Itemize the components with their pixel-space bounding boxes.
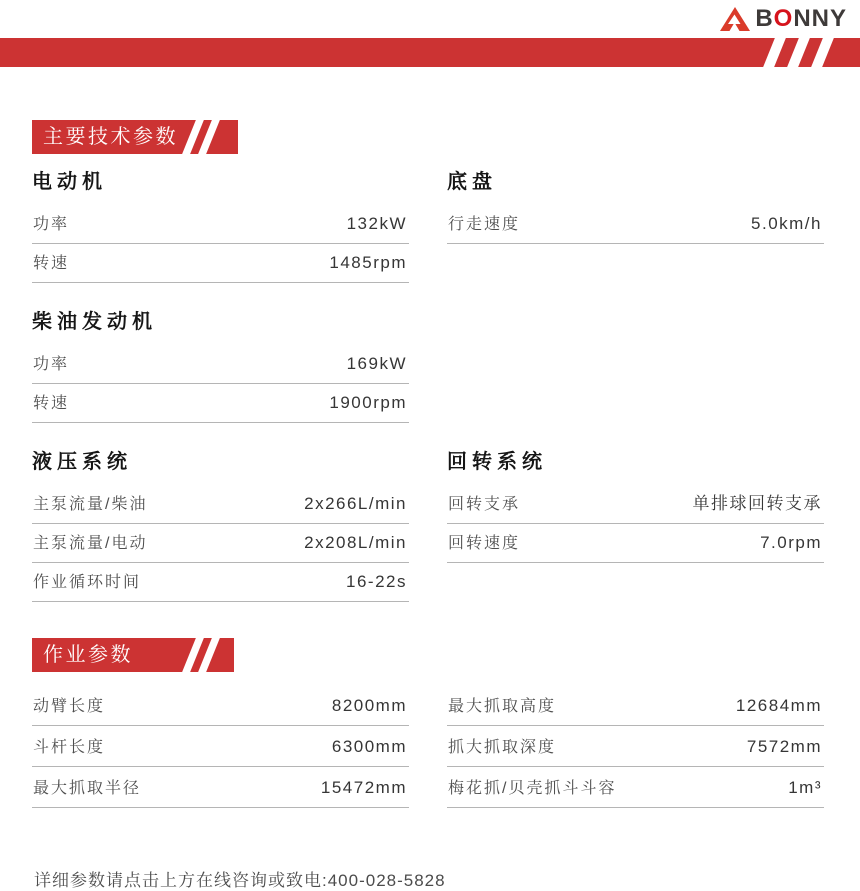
spec-row bbox=[32, 524, 409, 563]
banner-diagonal-stripe bbox=[762, 34, 788, 71]
spec-value: 169kW bbox=[346, 354, 407, 373]
top-banner bbox=[0, 38, 860, 67]
spec-row bbox=[32, 485, 409, 524]
spec-band-diesel bbox=[32, 283, 825, 423]
spec-value: 16-22s bbox=[346, 572, 407, 591]
section-title: 作业参数 bbox=[43, 644, 133, 666]
spec-group-work-right bbox=[447, 685, 824, 808]
spec-row bbox=[32, 384, 409, 423]
spec-group-work-left bbox=[32, 685, 409, 808]
spec-row bbox=[447, 524, 824, 563]
spec-group-slewing bbox=[447, 423, 824, 602]
spec-group-hydraulic bbox=[32, 423, 409, 602]
spec-row bbox=[32, 205, 409, 244]
banner-diagonal-stripe bbox=[786, 34, 812, 71]
group-title: 液压系统 bbox=[32, 451, 132, 473]
spec-value: 1485rpm bbox=[329, 253, 407, 272]
section-title: 主要技术参数 bbox=[43, 126, 178, 148]
brand-name bbox=[755, 6, 847, 32]
spec-label: 最大抓取半径 bbox=[33, 780, 142, 797]
spec-value: 1900rpm bbox=[329, 393, 407, 412]
section-header-main-specs bbox=[32, 120, 238, 154]
spec-value: 单排球回转支承 bbox=[692, 494, 822, 513]
group-title: 电动机 bbox=[32, 171, 107, 193]
group-title: 柴油发动机 bbox=[32, 311, 157, 333]
spec-value: 7572mm bbox=[746, 737, 822, 756]
spec-group-empty bbox=[447, 283, 824, 423]
spec-value: 2x208L/min bbox=[304, 533, 407, 552]
spec-row bbox=[447, 485, 824, 524]
spec-label: 最大抓取高度 bbox=[448, 698, 557, 715]
spec-label: 转速 bbox=[33, 395, 70, 412]
spec-row bbox=[32, 563, 409, 602]
spec-group-chassis bbox=[447, 154, 824, 283]
spec-group-diesel bbox=[32, 283, 409, 423]
group-title: 底盘 bbox=[447, 171, 497, 193]
spec-label: 转速 bbox=[33, 255, 70, 272]
spec-value: 5.0km/h bbox=[751, 214, 822, 233]
spec-label: 梅花抓/贝壳抓斗斗容 bbox=[448, 780, 617, 797]
spec-value: 12684mm bbox=[735, 696, 822, 715]
contact-note: 详细参数请点击上方在线咨询或致电:400-028-5828 bbox=[34, 871, 446, 890]
spec-value: 132kW bbox=[346, 214, 407, 233]
spec-label: 功率 bbox=[33, 216, 70, 233]
spec-row bbox=[32, 244, 409, 283]
spec-row bbox=[32, 345, 409, 384]
spec-label: 作业循环时间 bbox=[33, 574, 142, 591]
spec-row bbox=[447, 685, 824, 726]
spec-value: 15472mm bbox=[320, 778, 407, 797]
spec-value: 2x266L/min bbox=[304, 494, 407, 513]
spec-band-hydraulic-slewing bbox=[32, 423, 825, 602]
spec-value: 8200mm bbox=[331, 696, 407, 715]
spec-value: 6300mm bbox=[331, 737, 407, 756]
spec-row bbox=[447, 726, 824, 767]
spec-label: 回转支承 bbox=[448, 496, 521, 513]
spec-label: 斗杆长度 bbox=[33, 739, 106, 756]
spec-label: 功率 bbox=[33, 356, 70, 373]
spec-row bbox=[32, 767, 409, 808]
section-header-work-params bbox=[32, 638, 234, 672]
group-title: 回转系统 bbox=[447, 451, 547, 473]
brand-letter-b: B bbox=[755, 5, 774, 32]
spec-row bbox=[32, 685, 409, 726]
brand-letter-o: O bbox=[773, 5, 794, 32]
spec-label: 主泵流量/柴油 bbox=[33, 496, 148, 513]
spec-label: 回转速度 bbox=[448, 535, 521, 552]
banner-diagonal-stripe bbox=[810, 34, 836, 71]
spec-band-motor-chassis bbox=[32, 154, 825, 283]
spec-group-motor bbox=[32, 154, 409, 283]
spec-row bbox=[447, 205, 824, 244]
brand-letters-nny: NNY bbox=[793, 5, 847, 32]
spec-label: 动臂长度 bbox=[33, 698, 106, 715]
spec-row bbox=[32, 726, 409, 767]
spec-value: 7.0rpm bbox=[760, 533, 822, 552]
spec-label: 抓大抓取深度 bbox=[448, 739, 557, 756]
spec-row bbox=[447, 767, 824, 808]
spec-value: 1m³ bbox=[788, 778, 822, 797]
spec-label: 行走速度 bbox=[448, 216, 521, 233]
spec-label: 主泵流量/电动 bbox=[33, 535, 148, 552]
spec-band-work-params bbox=[32, 685, 825, 808]
bonny-triangle-logo-icon bbox=[720, 7, 750, 32]
brand-logo bbox=[720, 6, 847, 32]
